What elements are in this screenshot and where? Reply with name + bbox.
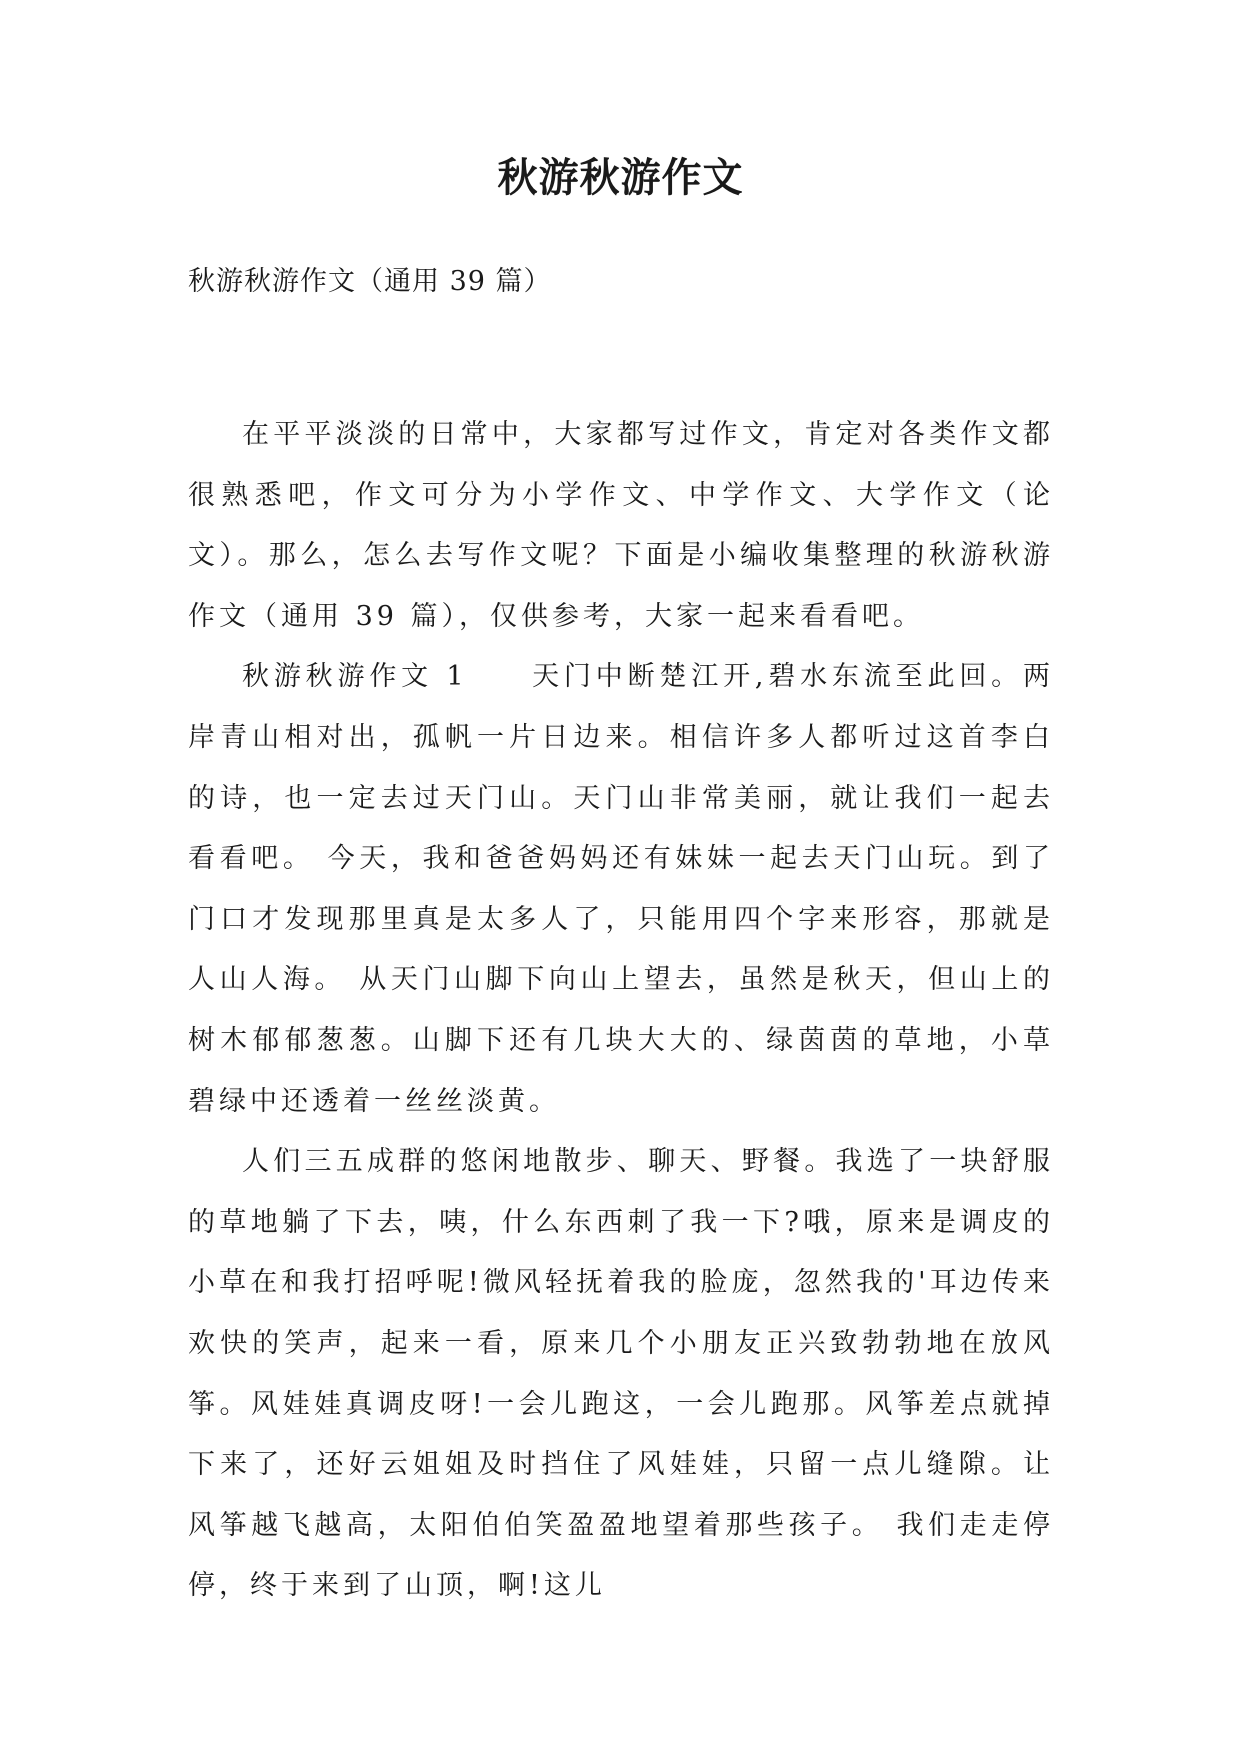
document-subtitle: 秋游秋游作文（通用 39 篇） [188, 266, 552, 297]
document-body [188, 405, 1054, 1617]
document-title: 秋游秋游作文 [497, 154, 744, 201]
body-paragraph-essay-1: 秋游秋游作文 1 天门中断楚江开,碧水东流至此回。两岸青山相对出，孤帆一片日边来。相信许多人都听过这首李白的诗，也一定去过天门山。天门山非常美丽，就让我们一起去看看吧。 今天，我和爸爸妈妈还有妹妹一起去天门山玩。到了门口才发现那里真是太多人了，只能用四个字来形容，那就是人山人海。 从天门山脚下向山上望去，虽然是秋天，但山上的树木郁郁葱葱。山脚下还有几块大大的、绿茵茵的草地，小草碧绿中还透着一丝丝淡黄。 [188, 661, 1054, 1117]
body-paragraph-essay-1-continued: 人们三五成群的悠闲地散步、聊天、野餐。我选了一块舒服的草地躺了下去，咦，什么东西刺了我一下?哦，原来是调皮的小草在和我打招呼呢!微风轻抚着我的脸庞，忽然我的'耳边传来欢快的笑声，起来一看，原来几个小朋友正兴致勃勃地在放风筝。风娃娃真调皮呀!一会儿跑这，一会儿跑那。风筝差点就掉下来了，还好云姐姐及时挡住了风娃娃，只留一点儿缝隙。让风筝越飞越高，太阳伯伯笑盈盈地望着那些孩子。 我们走走停停，终于来到了山顶，啊!这儿 [188, 1146, 1054, 1602]
body-paragraph-intro: 在平平淡淡的日常中，大家都写过作文，肯定对各类作文都很熟悉吧，作文可分为小学作文、中学作文、大学作文（论文）。那么，怎么去写作文呢？下面是小编收集整理的秋游秋游作文（通用 39 篇），仅供参考，大家一起来看看吧。 [188, 419, 1054, 632]
